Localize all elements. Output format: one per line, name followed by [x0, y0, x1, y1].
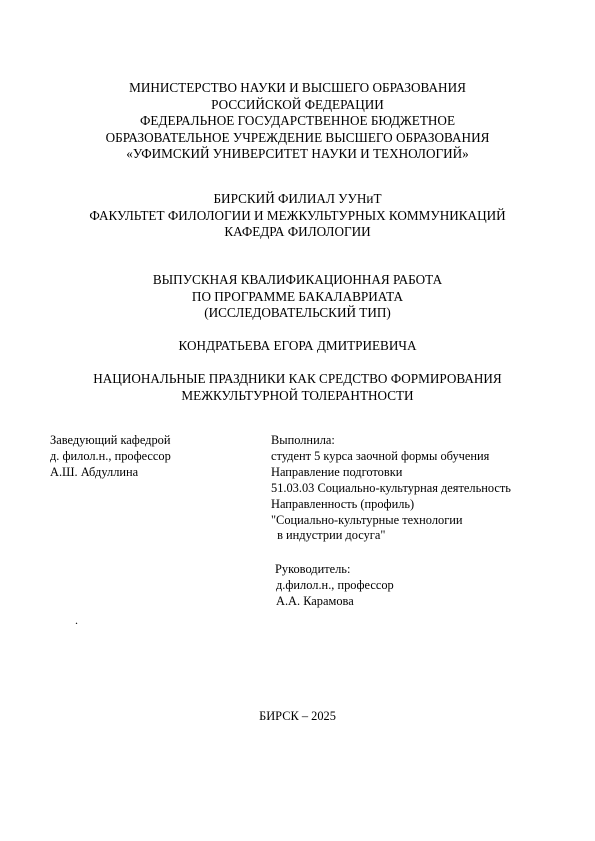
performer-label: Выполнила: [271, 433, 335, 447]
profile-name: в индустрии досуга" [274, 528, 386, 543]
work-type-line: ПО ПРОГРАММЕ БАКАЛАВРИАТА [191, 288, 404, 304]
university-name: «УФИМСКИЙ УНИВЕРСИТЕТ НАУКИ И ТЕХНОЛОГИЙ» [126, 146, 469, 162]
performer-block [271, 433, 511, 544]
ministry-line: ОБРАЗОВАТЕЛЬНОЕ УЧРЕЖДЕНИЕ ВЫСШЕГО ОБРАЗОВАНИЯ [105, 129, 490, 145]
ministry-line: МИНИСТЕРСТВО НАУКИ И ВЫСШЕГО ОБРАЗОВАНИЯ [129, 80, 466, 95]
work-type [0, 272, 595, 322]
branch-header [0, 191, 595, 241]
profile-name: "Социально-культурные технологии [271, 512, 463, 527]
ministry-line: ФЕДЕРАЛЬНОЕ ГОСУДАРСТВЕННОЕ БЮДЖЕТНОЕ [139, 113, 455, 129]
topic-block [0, 371, 595, 404]
department-name: КАФЕДРА ФИЛОЛОГИИ [224, 224, 371, 240]
profile-label: Направленность (профиль) [271, 496, 415, 511]
branch-name: БИРСКИЙ ФИЛИАЛ УУНиТ [213, 191, 382, 206]
head-degree: д. филол.н., профессор [50, 448, 171, 463]
author-block [0, 338, 595, 355]
work-type-line: (ИССЛЕДОВАТЕЛЬСКИЙ ТИП) [204, 305, 391, 321]
ministry-header [0, 80, 595, 163]
head-of-department [50, 433, 171, 481]
supervisor-label: Руководитель: [275, 562, 351, 576]
topic-line: МЕЖКУЛЬТУРНОЙ ТОЛЕРАНТНОСТИ [181, 387, 414, 403]
stray-mark: . [75, 613, 78, 627]
topic-line: НАЦИОНАЛЬНЫЕ ПРАЗДНИКИ КАК СРЕДСТВО ФОРМИРОВАНИЯ [93, 371, 502, 386]
work-type-line: ВЫПУСКНАЯ КВАЛИФИКАЦИОННАЯ РАБОТА [152, 272, 443, 287]
head-name: А.Ш. Абдуллина [50, 464, 139, 479]
supervisor-name: А.А. Карамова [276, 593, 354, 608]
program-code: 51.03.03 Социально-культурная деятельность [271, 480, 511, 495]
author-name: КОНДРАТЬЕВА ЕГОРА ДМИТРИЕВИЧА [178, 338, 417, 353]
program-label: Направление подготовки [271, 464, 403, 479]
ministry-line: РОССИЙСКОЙ ФЕДЕРАЦИИ [211, 96, 384, 112]
supervisor-degree: д.филол.н., профессор [276, 577, 394, 592]
performer-course: студент 5 курса заочной формы обучения [271, 448, 490, 463]
faculty-name: ФАКУЛЬТЕТ ФИЛОЛОГИИ И МЕЖКУЛЬТУРНЫХ КОММУНИКАЦИЙ [89, 207, 506, 223]
head-title: Заведующий кафедрой [50, 433, 171, 447]
supervisor-block [275, 562, 394, 610]
city-year: БИРСК – 2025 [259, 709, 336, 723]
